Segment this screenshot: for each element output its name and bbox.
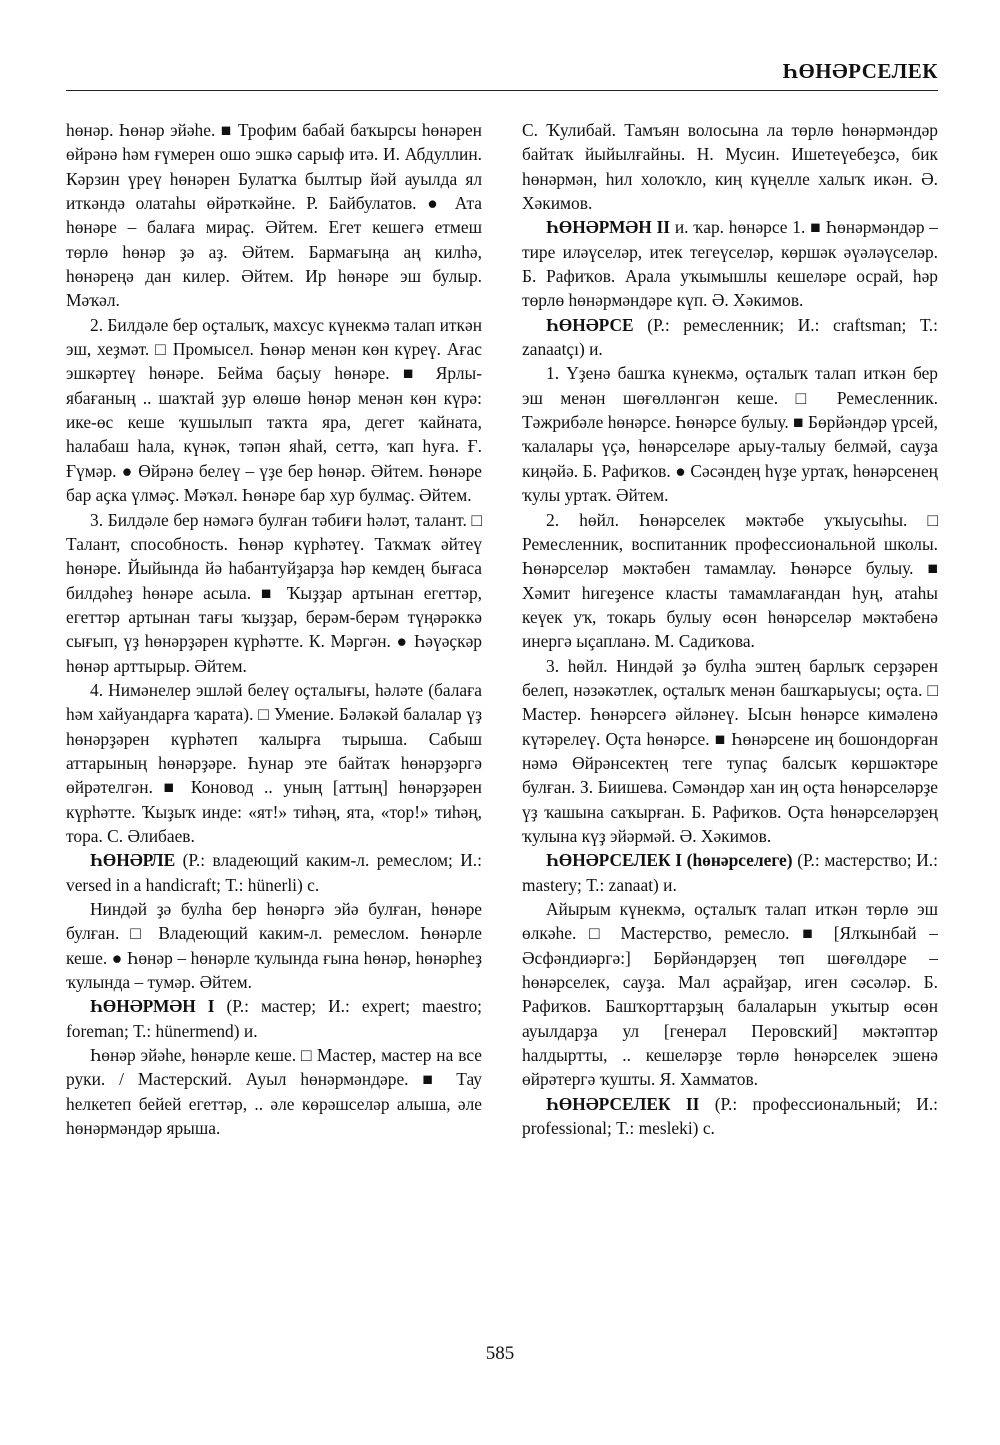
- entry-paragraph: С. Ҡулибай. Тамъян волосына ла төрлө һөнәрмәндәр байтаҡ йыйылғайны. Н. Мусин. Ишетеүебеҙсә, бик һөнәрмән, һил холоҡло, киң күңелле халыҡ икән. Ә. Хәкимов.: [522, 120, 938, 214]
- entry-paragraph: Айырым күнекмә, оҫталыҡ талап иткән төрлө эш өлкәһе. □ Мастерство, ремесло. ■ [Ялҡынбай – Әсфәндиәргә:] Бөрйәндәрҙең төп шөғөлдәре – һөнәрселек, сауҙа. Мал аҫрайҙар, иген сәсәләр. Б. Рафиҡов. Башҡорттарҙың балаларын уҡытыр өсөн ауылдарҙа ул [генерал Перовский] мәктәптәр һалдыртты, .. кешеләрҙе төрлө һөнәрселек эшенә өйрәтергә ҡушты. Я. Хамматов.: [522, 899, 938, 1090]
- entry-headword: ҺӨНӘРМӘН I (Р.: мастер; И.: expert; maestro; foreman; Т.: hünermend) и.: [66, 996, 482, 1041]
- entry-headword: ҺӨНӘРСЕ (Р.: ремесленник; И.: craftsman; Т.: zanaatçı) и.: [522, 314, 938, 360]
- running-head: ҺӨНӘРСЕЛЕК: [66, 60, 938, 91]
- entry-paragraph: Һөнәр эйәһе, һөнәрле кеше. □ Мастер, мастер на все руки. / Мастерский. Ауыл һөнәрмәндәре. ■ Тау һелкетеп бейей егеттәр, .. әле көрәшселәр алыша, әле һөнәрмәндәр ярыша.: [66, 1045, 482, 1139]
- entry-paragraph: 4. Нимәнелер эшләй белеү оҫталығы, һәләте (балаға һәм хайуандарға ҡарата). □ Умение. Бәләкәй балалар үҙ һөнәрҙәрен күрһәтеп ҡалырға тырыша. Сабыш аттарының һөнәрҙәре. Һунар эте байтаҡ һөнәрҙәргә өйрәтелгән. ■ Коновод .. уның [аттың] һөнәрҙәрен күрһәтте. Ҡыҙыҡ инде: «ят!» тиһәң, ята, «тор!» тиһәң, тора. С. Әлибаев.: [66, 679, 482, 846]
- page-number: 585: [485, 1343, 515, 1364]
- left-column: [66, 118, 482, 1140]
- entry-headword: ҺӨНӘРМӘН II и. ҡар. һөнәрсе 1. ■ Һөнәрмәндәр – тире иләүселәр, итек тегеүселәр, көршәк әүәләүселәр. Б. Рафиҡов. Арала уҡымышлы кешеләре осрай, һәр төрлө һөнәрмәндәре күп. Ә. Хәкимов.: [522, 217, 938, 311]
- entry-headword: ҺӨНӘРСЕЛЕК II (Р.: профессиональный; И.: professional; Т.: mesleki) с.: [522, 1093, 938, 1139]
- entry-headword: ҺӨНӘРСЕЛЕК I (һөнәрселеге) (Р.: мастерство; И.: mastery; Т.: zanaat) и.: [522, 850, 938, 895]
- entry-headword: ҺӨНӘРЛЕ (Р.: владеющий каким-л. ремеслом; И.: versed in a handicraft; Т.: hünerli) с.: [66, 850, 482, 895]
- entry-paragraph: Ниндәй ҙә булһа бер һөнәргә эйә булған, һөнәре булған. □ Владеющий каким-л. ремеслом. Һөнәрле кеше. ● Һөнәр – һөнәрле ҡулында ғына һөнәр, һөнәрһеҙ ҡулында – тумәр. Әйтем.: [66, 899, 482, 993]
- right-column: [522, 118, 938, 1140]
- entry-paragraph: 3. һөйл. Ниндәй ҙә булһа эштең барлыҡ серҙәрен белеп, нәзәкәтлек, оҫталыҡ менән башҡарыусы; оҫта. □ Мастер. Һөнәрсегә әйләнеү. Ысын һөнәрсе кимәленә күтәрелеү. Оҫта һөнәрсе. ■ Һөнәрсене иң бошондорған нәмә Өйрәнсектең теге тупаҫ балсыҡ көршәктәре булған. З. Биишева. Сәмәндәр хан иң оҫта һөнәрселәрҙе үҙ ҡашына саҡырған. Б. Рафиҡов. Оҫта һөнәрселәрҙең ҡулына күҙ эйәрмәй. Ә. Хәкимов.: [522, 655, 938, 846]
- entry-paragraph: 1. Үҙенә башҡа күнекмә, оҫталыҡ талап иткән бер эш менән шөғөлләнгән кеше. □ Ремесленник. Тәжрибәле һөнәрсе. Һөнәрсе булыу. ■ Бөрйәндәр үрсей, ҡалалары үҫә, һөнәрселәре арыу-талыу белмәй, сауҙа киңәйә. Б. Рафиҡов. ● Сәсәндең һүҙе уртаҡ, һөнәрсенең ҡулы уртаҡ. Әйтем.: [522, 363, 938, 506]
- entry-paragraph: 3. Билдәле бер нәмәгә булған тәбиғи һәләт, талант. □ Талант, способность. Һөнәр күрһәтеү. Таҡмаҡ әйтеү һөнәре. Йыйында йә һабантуйҙарҙа һәр кемдең бығаса билдәһеҙ һөнәре асыла. ■ Ҡыҙҙар артынан егеттәр, егеттәр артынан тағы ҡыҙҙар, берәм-берәм түңәрәккә сығып, үҙ һөнәрҙәрен күрһәтте. К. Мәргән. ● Һәүәҫкәр һөнәр арттырыр. Әйтем.: [66, 509, 482, 676]
- entry-paragraph: һөнәр. Һөнәр эйәһе. ■ Трофим бабай баҡырсы һөнәрен өйрәнә һәм ғүмерен ошо эшкә сарыф итә. И. Абдуллин. Кәрзин үреү һөнәрен Булатҡа былтыр йәй ауылда ял иткәндә олатаһы өйрәткәйне. Р. Байбулатов. ● Ата һөнәре – балаға мираҫ. Әйтем. Егет кешегә етмеш төрлө һөнәр ҙә аҙ. Әйтем. Бармағыңа аң килһә, һөнәреңә дан килер. Әйтем. Ир һөнәре эш булыр. Мәҡәл.: [66, 120, 482, 311]
- entry-paragraph: 2. Билдәле бер оҫталыҡ, махсус күнекмә талап иткән эш, хеҙмәт. □ Промысел. Һөнәр менән көн күреү. Ағас эшкәртеү һөнәре. Бейма баҫыу һөнәре. ■ Ярлы-ябағаның .. шаҡтай ҙур өлөшө һөнәр менән көн күрә: ике-өс кеше ҡушылып таҡта яра, дегет ҡайната, һалабаш һала, күнәк, тәпән яһай, сеттә, ҡап һуға. Ғ. Ғүмәр. ● Өйрәнә белеү – үҙе бер һөнәр. Әйтем. Һөнәре бар аҫка үлмәҫ. Мәҡәл. Һөнәре бар хур булмаҫ. Әйтем.: [66, 314, 482, 506]
- entry-paragraph: 2. һөйл. Һөнәрселек мәктәбе уҡыусыһы. □ Ремесленник, воспитанник профессиональной школы. Һөнәрселәр мәктәбен тамамлау. Һөнәрсе булыу. ■ Хәмит һигеҙенсе класты тамамлағандан һуң, атаһы кеүек уҡ, токарь булыу өсөн һөнәрселәр мәктәбенә инергә ыҫапланә. М. Садиҡова.: [522, 509, 938, 652]
